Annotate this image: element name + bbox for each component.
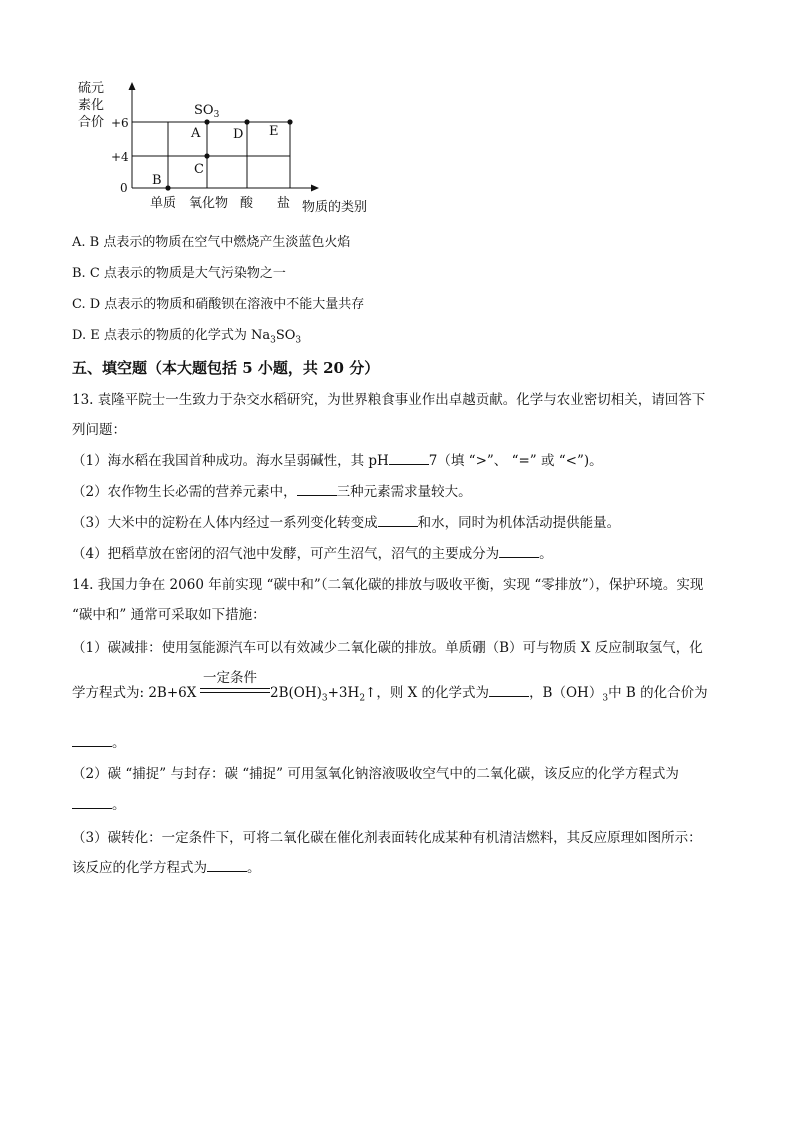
point-e — [287, 119, 292, 124]
y-axis-label-line-3: 合价 — [78, 115, 105, 130]
x-category-salt: 盐 — [277, 196, 291, 211]
point-a — [204, 119, 209, 124]
reaction-equals-sign — [200, 688, 270, 693]
q14-part-1-end: 。 — [72, 734, 126, 752]
q13-stem-line-1: 13. 袁隆平院士一生致力于杂交水稻研究，为世界粮食事业作出卓越贡献。化学与农业密切相关，请回答下 — [72, 392, 706, 408]
q13-part-3: （3）大米中的淀粉在人体内经过一系列变化转变成 和水，同时为机体活动提供能量。 — [72, 515, 621, 531]
y-axis-arrow — [129, 82, 136, 90]
point-label-e: E — [269, 124, 279, 139]
so3-label: $SO_3$ — [194, 103, 220, 120]
point-d — [244, 119, 249, 124]
answer-blank[interactable] — [378, 514, 418, 527]
y-tick-zero: 0 — [120, 181, 128, 195]
answer-blank[interactable] — [499, 545, 539, 558]
section-title: 五、填空题（本大题包括 5 小题，共 20 分） — [72, 359, 380, 377]
answer-blank[interactable] — [72, 734, 112, 747]
q14-equation-left: 学方程式为: 2B+6X — [72, 685, 197, 701]
point-label-b: B — [152, 173, 162, 188]
q13-part-1: （1）海水稻在我国首种成功。海水呈弱碱性，其 pH 7（填 “>”、 “=” 或 “<”)。 — [72, 453, 603, 469]
point-label-c: C — [194, 162, 204, 177]
point-label-d: D — [233, 127, 244, 142]
y-tick-plus4: +4 — [111, 150, 129, 164]
x-category-acid: 酸 — [240, 196, 254, 211]
point-b — [165, 185, 170, 190]
q14-part-2-line-1: （2）碳 “捕捉” 与封存：碳 “捕捉” 可用氢氧化钠溶液吸收空气中的二氧化碳，该反应的化学方程式为 — [72, 766, 679, 782]
q14-part-3-line-1: （3）碳转化：一定条件下，可将二氧化碳在催化剂表面转化成某种有机清洁燃料，其反应原理如图所示： — [72, 830, 702, 846]
answer-blank[interactable] — [489, 684, 529, 697]
x-category-oxide: 氧化物 — [189, 196, 229, 211]
x-category-elemental: 单质 — [150, 196, 177, 211]
q13-part-4: （4）把稻草放在密闭的沼气池中发酵，可产生沼气，沼气的主要成分为 。 — [72, 546, 553, 562]
point-label-a: A — [191, 126, 201, 141]
answer-blank[interactable] — [297, 483, 337, 496]
q14-part-2-end: 。 — [72, 796, 126, 814]
q14-part-3-line-2: 该反应的化学方程式为 。 — [72, 860, 261, 876]
q14-stem-line-1: 14. 我国力争在 2060 年前实现 “碳中和”（二氧化碳的排放与吸收平衡，实现 “零排放”），保护环境。实现 — [72, 577, 704, 593]
option-a: A. B 点表示的物质在空气中燃烧产生淡蓝色火焰 — [72, 235, 351, 250]
valence-category-chart — [70, 74, 390, 214]
q14-equation-right: $2B(OH)_3+3H_2↑$，则 X 的化学式为 ，$B(OH)_3$中 B 的化合价为 — [270, 685, 708, 704]
y-tick-plus6: +6 — [111, 116, 129, 130]
reaction-condition: 一定条件 — [203, 670, 257, 686]
answer-blank[interactable] — [207, 859, 247, 872]
q14-part-1-line-1: （1）碳减排：使用氢能源汽车可以有效减少二氧化碳的排放。单质硼（B）可与物质 X 反应制取氢气，化 — [72, 640, 703, 656]
answer-blank[interactable] — [72, 796, 112, 809]
y-axis-label-line-2: 素化 — [78, 98, 105, 113]
q13-stem-line-2: 列问题： — [72, 422, 126, 438]
option-c: C. D 点表示的物质和硝酸钡在溶液中不能大量共存 — [72, 297, 365, 312]
option-b: B. C 点表示的物质是大气污染物之一 — [72, 266, 286, 281]
q13-part-2: （2）农作物生长必需的营养元素中， 三种元素需求量较大。 — [72, 484, 472, 500]
q14-stem-line-2: “碳中和” 通常可采取如下措施： — [72, 607, 266, 623]
x-axis-label: 物质的类别 — [302, 200, 368, 214]
answer-blank[interactable] — [389, 452, 429, 465]
point-c — [204, 153, 209, 158]
y-axis-label-line-1: 硫元 — [78, 81, 105, 96]
option-d: D. E 点表示的物质的化学式为 $Na_3SO_3$ — [72, 328, 302, 346]
x-axis-arrow — [311, 185, 319, 192]
